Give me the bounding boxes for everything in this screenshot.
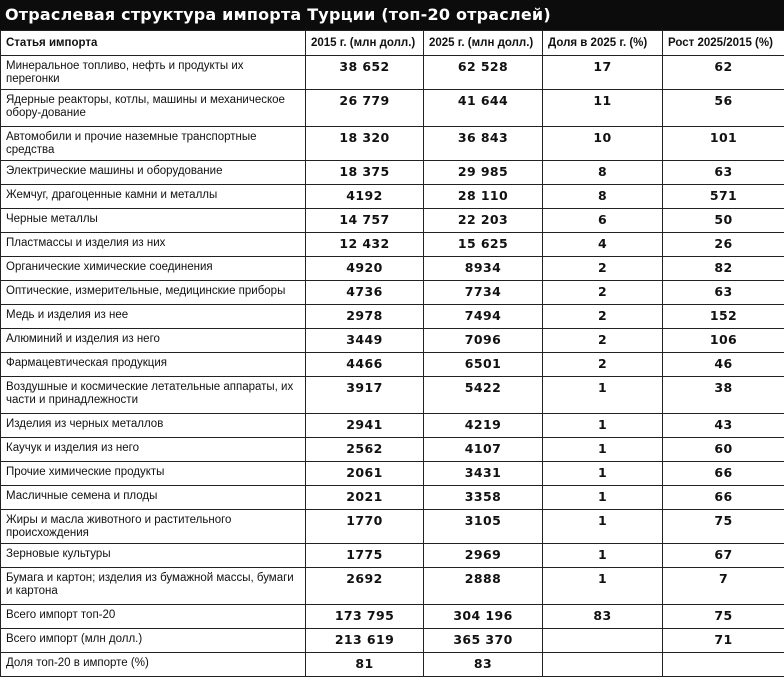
- growth-percent: 62: [663, 56, 784, 90]
- table-row: [1, 544, 784, 568]
- row-label: Жиры и масла животного и растительного происхождения: [1, 510, 306, 544]
- table-row: [1, 462, 784, 486]
- growth-percent: 106: [663, 329, 784, 353]
- table-body: [1, 56, 784, 677]
- value-2025: 29 985: [424, 161, 543, 185]
- share-2025: 8: [543, 185, 663, 209]
- row-label: Доля топ-20 в импорте (%): [1, 653, 306, 677]
- header-row: [1, 31, 784, 56]
- growth-percent: 7: [663, 568, 784, 605]
- value-2015: 2021: [306, 486, 424, 510]
- header-2025: 2025 г. (млн долл.): [424, 31, 543, 56]
- value-2015: 1770: [306, 510, 424, 544]
- value-2015: 4192: [306, 185, 424, 209]
- share-2025: 2: [543, 305, 663, 329]
- table-row: [1, 90, 784, 127]
- share-2025: 1: [543, 377, 663, 414]
- value-2015: 4466: [306, 353, 424, 377]
- growth-percent: 63: [663, 161, 784, 185]
- share-2025: 83: [543, 605, 663, 629]
- growth-percent: 75: [663, 605, 784, 629]
- share-2025: 11: [543, 90, 663, 127]
- value-2025: 15 625: [424, 233, 543, 257]
- value-2015: 173 795: [306, 605, 424, 629]
- row-label: Воздушные и космические летательные аппараты, их части и принадлежности: [1, 377, 306, 414]
- share-2025: 1: [543, 510, 663, 544]
- table-row: [1, 161, 784, 185]
- import-structure-table: [0, 30, 784, 677]
- value-2015: 2692: [306, 568, 424, 605]
- growth-percent: 50: [663, 209, 784, 233]
- share-2025: [543, 629, 663, 653]
- header-item: Статья импорта: [1, 31, 306, 56]
- value-2015: 2061: [306, 462, 424, 486]
- share-2025: 1: [543, 544, 663, 568]
- growth-percent: 43: [663, 414, 784, 438]
- table-row: [1, 281, 784, 305]
- table-row: [1, 209, 784, 233]
- table-row: [1, 414, 784, 438]
- row-label: Пластмассы и изделия из них: [1, 233, 306, 257]
- share-2025: 4: [543, 233, 663, 257]
- row-label: Медь и изделия из нее: [1, 305, 306, 329]
- row-label: Зерновые культуры: [1, 544, 306, 568]
- value-2025: 28 110: [424, 185, 543, 209]
- row-label: Электрические машины и оборудование: [1, 161, 306, 185]
- growth-percent: [663, 653, 784, 677]
- growth-percent: 75: [663, 510, 784, 544]
- table-row: [1, 510, 784, 544]
- value-2015: 4736: [306, 281, 424, 305]
- total-row: [1, 653, 784, 677]
- value-2015: 213 619: [306, 629, 424, 653]
- share-2025: 2: [543, 257, 663, 281]
- growth-percent: 56: [663, 90, 784, 127]
- growth-percent: 152: [663, 305, 784, 329]
- value-2015: 26 779: [306, 90, 424, 127]
- table-row: [1, 353, 784, 377]
- growth-percent: 66: [663, 462, 784, 486]
- value-2025: 3358: [424, 486, 543, 510]
- value-2015: 14 757: [306, 209, 424, 233]
- table-row: [1, 377, 784, 414]
- row-label: Автомобили и прочие наземные транспортные средства: [1, 127, 306, 161]
- share-2025: 1: [543, 568, 663, 605]
- table-row: [1, 56, 784, 90]
- share-2025: 6: [543, 209, 663, 233]
- share-2025: [543, 653, 663, 677]
- growth-percent: 82: [663, 257, 784, 281]
- value-2025: 62 528: [424, 56, 543, 90]
- value-2025: 7096: [424, 329, 543, 353]
- value-2025: 304 196: [424, 605, 543, 629]
- table-row: [1, 438, 784, 462]
- row-label: Черные металлы: [1, 209, 306, 233]
- row-label: Изделия из черных металлов: [1, 414, 306, 438]
- value-2025: 41 644: [424, 90, 543, 127]
- value-2025: 36 843: [424, 127, 543, 161]
- growth-percent: 46: [663, 353, 784, 377]
- row-label: Ядерные реакторы, котлы, машины и механическое обору-дование: [1, 90, 306, 127]
- row-label: Оптические, измерительные, медицинские приборы: [1, 281, 306, 305]
- value-2015: 2941: [306, 414, 424, 438]
- table-row: [1, 127, 784, 161]
- value-2015: 4920: [306, 257, 424, 281]
- table-row: [1, 305, 784, 329]
- row-label: Прочие химические продукты: [1, 462, 306, 486]
- share-2025: 2: [543, 353, 663, 377]
- row-label: Фармацевтическая продукция: [1, 353, 306, 377]
- header-share: Доля в 2025 г. (%): [543, 31, 663, 56]
- value-2025: 7734: [424, 281, 543, 305]
- value-2015: 18 320: [306, 127, 424, 161]
- table-row: [1, 185, 784, 209]
- row-label: Всего импорт топ-20: [1, 605, 306, 629]
- growth-percent: 71: [663, 629, 784, 653]
- table-row: [1, 486, 784, 510]
- row-label: Каучук и изделия из него: [1, 438, 306, 462]
- value-2015: 3449: [306, 329, 424, 353]
- row-label: Масличные семена и плоды: [1, 486, 306, 510]
- share-2025: 10: [543, 127, 663, 161]
- share-2025: 2: [543, 329, 663, 353]
- value-2025: 3105: [424, 510, 543, 544]
- growth-percent: 67: [663, 544, 784, 568]
- row-label: Бумага и картон; изделия из бумажной массы, бумаги и картона: [1, 568, 306, 605]
- growth-percent: 571: [663, 185, 784, 209]
- value-2025: 5422: [424, 377, 543, 414]
- value-2025: 4219: [424, 414, 543, 438]
- table-title: Отраслевая структура импорта Турции (топ-20 отраслей): [0, 0, 784, 30]
- share-2025: 1: [543, 486, 663, 510]
- value-2015: 1775: [306, 544, 424, 568]
- header-2015: 2015 г. (млн долл.): [306, 31, 424, 56]
- value-2015: 38 652: [306, 56, 424, 90]
- row-label: Жемчуг, драгоценные камни и металлы: [1, 185, 306, 209]
- table-row: [1, 257, 784, 281]
- table-row: [1, 568, 784, 605]
- row-label: Алюминий и изделия из него: [1, 329, 306, 353]
- share-2025: 2: [543, 281, 663, 305]
- share-2025: 1: [543, 462, 663, 486]
- total-row: [1, 629, 784, 653]
- value-2015: 2562: [306, 438, 424, 462]
- value-2025: 3431: [424, 462, 543, 486]
- value-2025: 4107: [424, 438, 543, 462]
- value-2025: 2888: [424, 568, 543, 605]
- value-2015: 18 375: [306, 161, 424, 185]
- share-2025: 1: [543, 414, 663, 438]
- header-growth: Рост 2025/2015 (%): [663, 31, 784, 56]
- value-2025: 2969: [424, 544, 543, 568]
- growth-percent: 38: [663, 377, 784, 414]
- share-2025: 8: [543, 161, 663, 185]
- row-label: Органические химические соединения: [1, 257, 306, 281]
- table-row: [1, 233, 784, 257]
- share-2025: 17: [543, 56, 663, 90]
- growth-percent: 101: [663, 127, 784, 161]
- row-label: Минеральное топливо, нефть и продукты их перегонки: [1, 56, 306, 90]
- row-label: Всего импорт (млн долл.): [1, 629, 306, 653]
- growth-percent: 63: [663, 281, 784, 305]
- value-2025: 7494: [424, 305, 543, 329]
- value-2025: 6501: [424, 353, 543, 377]
- value-2025: 22 203: [424, 209, 543, 233]
- growth-percent: 60: [663, 438, 784, 462]
- value-2025: 83: [424, 653, 543, 677]
- total-row: [1, 605, 784, 629]
- share-2025: 1: [543, 438, 663, 462]
- growth-percent: 66: [663, 486, 784, 510]
- value-2015: 3917: [306, 377, 424, 414]
- table-row: [1, 329, 784, 353]
- value-2015: 12 432: [306, 233, 424, 257]
- value-2025: 365 370: [424, 629, 543, 653]
- value-2025: 8934: [424, 257, 543, 281]
- value-2015: 2978: [306, 305, 424, 329]
- growth-percent: 26: [663, 233, 784, 257]
- value-2015: 81: [306, 653, 424, 677]
